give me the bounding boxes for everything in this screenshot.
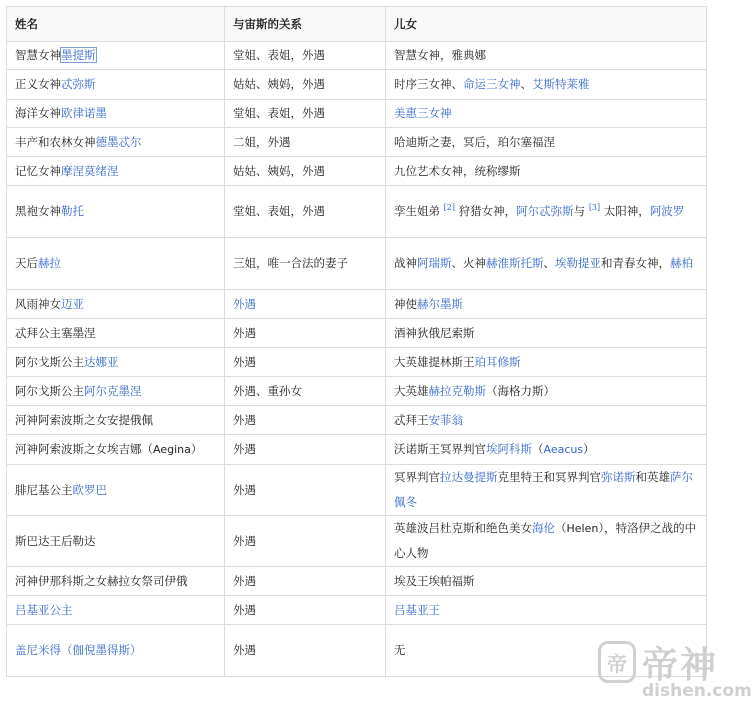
cell-text: 外遇 — [233, 602, 256, 617]
table-row — [7, 290, 707, 319]
cell-children — [386, 100, 707, 128]
table-row — [7, 516, 707, 567]
wiki-link[interactable]: 弥诺斯 — [601, 470, 636, 484]
table-row — [7, 465, 707, 516]
cell-text: 外遇 — [233, 412, 256, 427]
cell-name — [7, 567, 225, 596]
cell-text: 与 — [573, 204, 589, 218]
wiki-link[interactable]: 外遇 — [233, 296, 256, 311]
cell-text: ） — [190, 442, 203, 456]
cell-children — [386, 157, 707, 186]
cell-text: 和英雄 — [635, 470, 670, 484]
table-row — [7, 406, 707, 435]
cell-name — [7, 290, 225, 319]
cell-name — [7, 348, 225, 377]
cell-children — [386, 465, 707, 516]
cell-text: 海洋女神 — [15, 106, 61, 120]
cell-name — [7, 406, 225, 435]
cell-text: 阿尔戈斯公主 — [15, 383, 84, 398]
cell-children — [386, 186, 707, 238]
cell-relation — [225, 186, 386, 238]
cell-text: 外遇 — [233, 482, 256, 497]
cell-relation — [225, 516, 386, 567]
cell-text: 哈迪斯之妻，冥后，珀尔塞福涅 — [394, 134, 555, 149]
cell-text: 姑姑、姨妈，外遇 — [233, 163, 325, 178]
table-row — [7, 186, 707, 238]
cell-name — [7, 100, 225, 128]
cell-text: 九位艺术女神，统称缪斯 — [394, 163, 521, 178]
wiki-link[interactable]: 艾斯特莱雅 — [532, 77, 590, 91]
cell-text: 河神阿索波斯之女埃吉娜（ — [15, 442, 153, 456]
wiki-link[interactable]: 欧罗巴 — [72, 482, 107, 497]
cell-text: 智慧女神 — [15, 48, 61, 62]
cell-children — [386, 435, 707, 465]
cell-text: 斯巴达王后勒达 — [15, 533, 96, 548]
cell-text: 忒拜王 — [394, 412, 429, 427]
table-row — [7, 70, 707, 100]
cell-text: 姑姑、姨妈，外遇 — [233, 77, 325, 91]
table-row — [7, 319, 707, 348]
cell-children — [386, 377, 707, 406]
cell-name — [7, 465, 225, 516]
table-row — [7, 596, 707, 625]
cell-text: 和青春女神， — [601, 256, 670, 270]
wiki-link[interactable]: 赫柏 — [670, 256, 693, 270]
cell-text: ） — [583, 442, 595, 456]
table-row — [7, 100, 707, 128]
table-row — [7, 348, 707, 377]
cell-text: 堂姐、表姐，外遇 — [233, 106, 325, 120]
cell-relation — [225, 435, 386, 465]
wiki-link[interactable]: 赫尔墨斯 — [417, 296, 463, 311]
cell-name — [7, 157, 225, 186]
table-row — [7, 625, 707, 677]
cell-text: 外遇 — [233, 573, 256, 588]
table-row — [7, 128, 707, 157]
table-row — [7, 567, 707, 596]
cell-relation — [225, 128, 386, 157]
wiki-link[interactable]: 墨提斯 — [61, 48, 96, 62]
cell-text: 战神 — [394, 256, 417, 270]
cell-children — [386, 290, 707, 319]
column-header-relation: 与宙斯的关系 — [225, 7, 386, 42]
cell-relation — [225, 406, 386, 435]
citation-ref[interactable]: [2] — [443, 203, 455, 213]
cell-text: 外遇 — [233, 442, 256, 456]
cell-relation — [225, 377, 386, 406]
cell-text: 孪生姐弟 — [394, 204, 444, 218]
cell-text: 风雨神女 — [15, 296, 61, 311]
cell-text: 河神伊那科斯之女赫拉女祭司伊俄 — [15, 573, 188, 588]
wiki-link[interactable]: 吕基亚王 — [394, 602, 440, 617]
cell-relation — [225, 596, 386, 625]
cell-text: 阿尔戈斯公主 — [15, 354, 84, 369]
watermark-url: dishen.com — [642, 681, 752, 701]
cell-text: 三姐，唯一合法的妻子 — [233, 256, 348, 270]
wiki-link[interactable]: 萨尔佩冬 — [394, 470, 693, 509]
cell-text: 狩猎女神， — [455, 204, 517, 218]
wiki-link[interactable]: 美惠三女神 — [394, 106, 452, 120]
table-row — [7, 42, 707, 70]
wiki-link[interactable]: 吕基亚公主 — [15, 602, 73, 617]
cell-children — [386, 516, 707, 567]
site-logo-icon: 帝 — [598, 641, 636, 683]
cell-name — [7, 596, 225, 625]
cell-children — [386, 406, 707, 435]
cell-text: 无 — [394, 643, 406, 657]
cell-children — [386, 625, 707, 677]
cell-relation — [225, 42, 386, 70]
wiki-link[interactable]: 盖尼米得（伽倪墨得斯） — [15, 643, 142, 657]
cell-name — [7, 625, 225, 677]
cell-text: Helen — [566, 522, 599, 535]
cell-relation — [225, 625, 386, 677]
cell-text: （ — [532, 442, 544, 456]
cell-text: 埃及王埃帕福斯 — [394, 573, 475, 588]
wiki-link[interactable]: 珀耳修斯 — [474, 354, 521, 369]
table-row — [7, 238, 707, 290]
cell-text: 酒神狄俄尼索斯 — [394, 325, 475, 340]
cell-text: 二姐，外遇 — [233, 134, 291, 149]
cell-relation — [225, 465, 386, 516]
cell-text: 、 — [543, 256, 555, 270]
cell-text: 忒拜公主塞墨涅 — [15, 325, 96, 340]
header-row — [7, 7, 707, 42]
wiki-link[interactable]: 赫拉 — [38, 256, 61, 270]
table-row — [7, 377, 707, 406]
cell-children — [386, 596, 707, 625]
cell-text: 克里特王和冥界判官 — [497, 470, 601, 484]
cell-text: 丰产和农林女神 — [15, 134, 96, 149]
cell-name — [7, 238, 225, 290]
cell-text: 沃诺斯王冥界判官 — [394, 442, 486, 456]
wiki-link[interactable]: 忒弥斯 — [61, 77, 96, 91]
cell-relation — [225, 290, 386, 319]
cell-text: （ — [555, 521, 567, 535]
cell-text: 外遇 — [233, 533, 256, 548]
wiki-link[interactable]: 赫拉克勒斯 — [428, 383, 486, 398]
cell-text: 外遇、重孙女 — [233, 383, 302, 398]
cell-relation — [225, 348, 386, 377]
cell-text: Aegina — [153, 443, 191, 456]
wiki-link[interactable]: 海伦 — [532, 521, 555, 535]
wiki-link[interactable]: 拉达曼提斯 — [440, 470, 498, 484]
cell-text: 智慧女神，雅典娜 — [394, 48, 486, 62]
cell-text: 外遇 — [233, 643, 256, 657]
cell-text: 堂姐、表姐，外遇 — [233, 48, 325, 62]
cell-text: 堂姐、表姐，外遇 — [233, 204, 325, 218]
cell-relation — [225, 100, 386, 128]
wiki-link[interactable]: 安菲翁 — [428, 412, 463, 427]
cell-text: （海格力斯） — [486, 383, 555, 398]
wiki-link[interactable]: 阿波罗 — [649, 204, 685, 218]
cell-relation — [225, 319, 386, 348]
wiki-link[interactable]: 命运三女神 — [463, 77, 521, 91]
wiki-link[interactable]: 阿尔克墨涅 — [84, 383, 142, 398]
wiki-link[interactable]: 达娜亚 — [84, 354, 119, 369]
cell-text: 时序三女神、 — [394, 77, 463, 91]
wiki-link[interactable]: 迈亚 — [61, 296, 84, 311]
cell-children — [386, 238, 707, 290]
cell-children — [386, 70, 707, 100]
cell-text: 英雄波吕杜克斯和绝色美女 — [394, 521, 532, 535]
cell-relation — [225, 157, 386, 186]
cell-relation — [225, 567, 386, 596]
cell-name — [7, 377, 225, 406]
cell-name — [7, 435, 225, 465]
cell-text: 外遇 — [233, 354, 256, 369]
wiki-link[interactable]: 赫淮斯托斯 — [486, 256, 544, 270]
cell-children — [386, 567, 707, 596]
cell-name — [7, 128, 225, 157]
citation-ref[interactable]: [3] — [588, 203, 601, 213]
cell-text: 、火神 — [451, 256, 486, 270]
table-row — [7, 157, 707, 186]
cell-children — [386, 128, 707, 157]
cell-text: 太阳神， — [600, 204, 650, 218]
cell-text: 正义女神 — [15, 77, 61, 91]
cell-name — [7, 70, 225, 100]
column-header-name: 姓名 — [7, 7, 225, 42]
cell-children — [386, 348, 707, 377]
cell-text: 、 — [520, 77, 532, 91]
cell-text: 神使 — [394, 296, 417, 311]
cell-name — [7, 516, 225, 567]
cell-text: 记忆女神 — [15, 163, 61, 178]
cell-relation — [225, 70, 386, 100]
cell-text: 大英雄 — [394, 383, 429, 398]
gods-relations-table — [6, 6, 707, 677]
cell-text: 腓尼基公主 — [15, 482, 73, 497]
cell-name — [7, 319, 225, 348]
table-row — [7, 435, 707, 465]
wiki-link[interactable]: Aeacus — [543, 443, 584, 456]
wiki-link[interactable]: 阿尔忒弥斯 — [516, 204, 574, 218]
wiki-link[interactable]: 欧律诺墨 — [61, 106, 107, 120]
cell-text: 大英雄提林斯王 — [394, 354, 475, 369]
wiki-link[interactable]: 埃阿科斯 — [486, 442, 532, 456]
wiki-link[interactable]: 摩涅莫绪涅 — [61, 163, 119, 178]
cell-name — [7, 42, 225, 70]
cell-text: 外遇 — [233, 325, 256, 340]
cell-text: 河神阿索波斯之女安提俄佩 — [15, 412, 153, 427]
watermark-name: 帝神 — [642, 644, 719, 686]
cell-text: 冥界判官 — [394, 470, 440, 484]
cell-text: 黑袍女神 — [15, 204, 61, 218]
cell-text: ），特洛伊之战的中心人物 — [394, 521, 697, 560]
wiki-link[interactable]: 阿瑞斯 — [417, 256, 452, 270]
wiki-link[interactable]: 德墨忒尔 — [95, 134, 142, 149]
cell-relation — [225, 238, 386, 290]
cell-name — [7, 186, 225, 238]
wiki-link[interactable]: 埃勒提亚 — [555, 256, 601, 270]
cell-children — [386, 319, 707, 348]
wiki-link[interactable]: 勒托 — [61, 204, 84, 218]
cell-text: 天后 — [15, 256, 38, 270]
column-header-children: 儿女 — [386, 7, 707, 42]
cell-children — [386, 42, 707, 70]
